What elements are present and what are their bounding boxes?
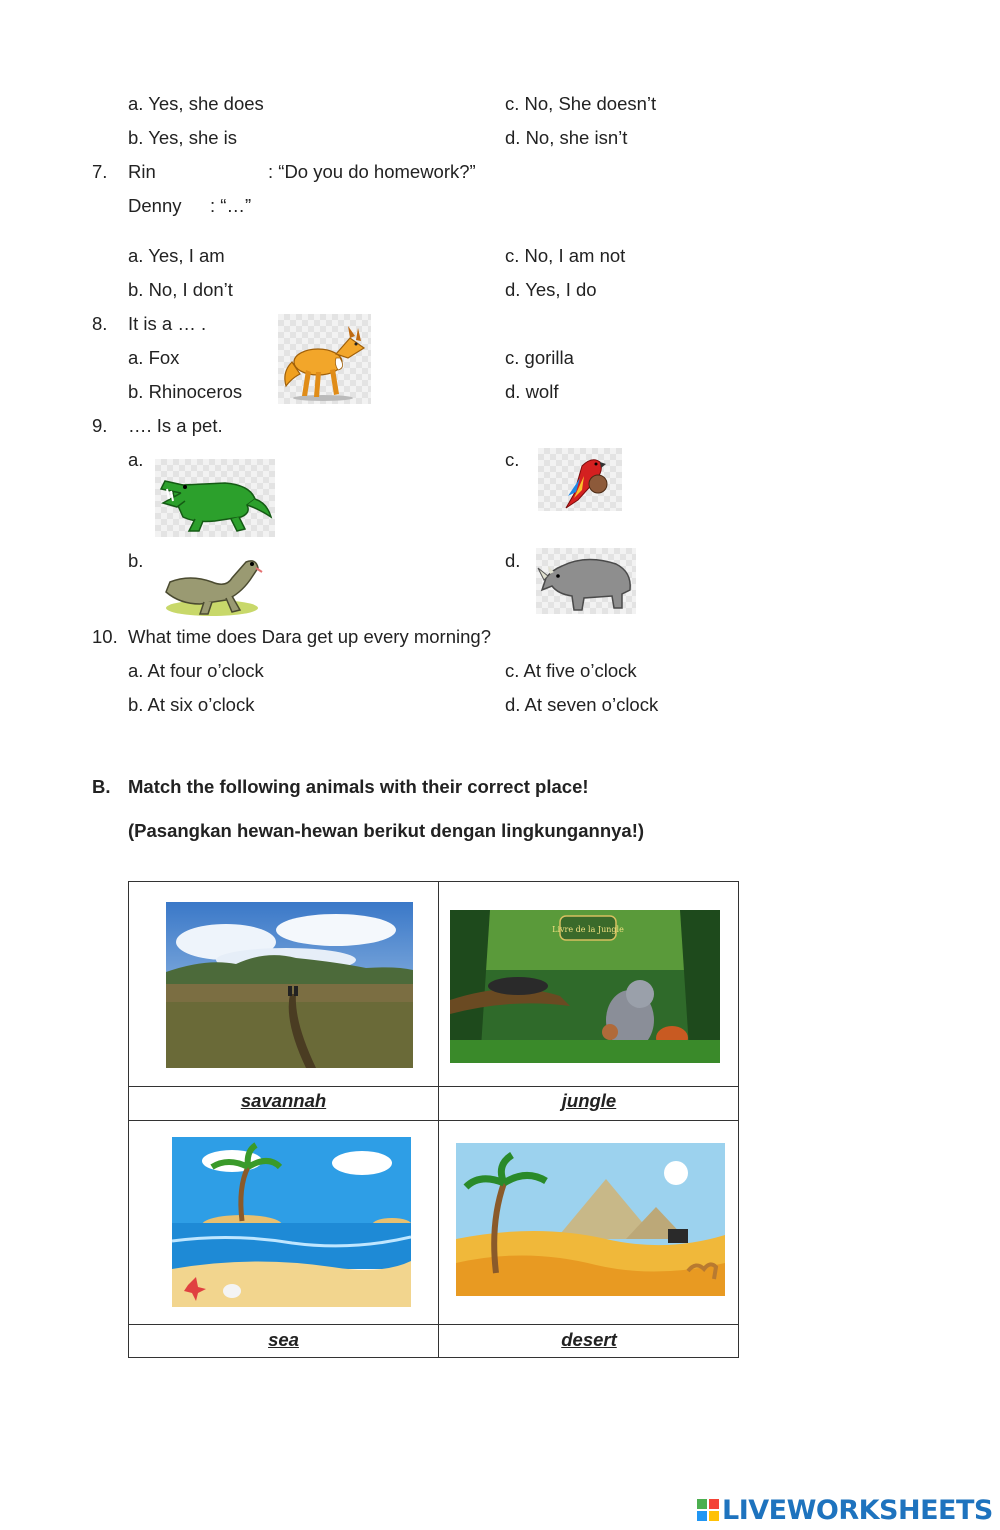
q6-option-c[interactable]: c. No, She doesn’t xyxy=(505,93,657,114)
table-divider xyxy=(129,1120,738,1121)
jungle-poster-title: Livre de la Jungle xyxy=(552,925,624,934)
caption-desert: desert xyxy=(561,1329,617,1350)
q6-option-d[interactable]: d. No, she isn’t xyxy=(505,127,628,148)
q7-line-rin: : “Do you do homework?” xyxy=(268,161,476,182)
rhinoceros-image[interactable] xyxy=(536,548,636,614)
desert-image xyxy=(456,1143,725,1296)
table-divider xyxy=(129,1324,738,1325)
q7-option-b[interactable]: b. No, I don’t xyxy=(128,279,233,300)
q6-option-a[interactable]: a. Yes, she does xyxy=(128,93,264,114)
caption-sea: sea xyxy=(268,1329,299,1350)
parrot-image[interactable] xyxy=(538,448,622,511)
q10-option-c[interactable]: c. At five o’clock xyxy=(505,660,637,681)
section-b-subtitle: (Pasangkan hewan-hewan berikut dengan lingkungannya!) xyxy=(128,820,645,841)
q10-number: 10. xyxy=(92,626,118,647)
caption-jungle: jungle xyxy=(561,1090,617,1111)
liveworksheets-logo[interactable] xyxy=(697,1494,993,1526)
liveworksheets-logo-text: LIVEWORKSHEETS xyxy=(722,1494,993,1526)
q8-number: 8. xyxy=(92,313,108,334)
komodo-image[interactable] xyxy=(160,548,264,618)
q8-option-b[interactable]: b. Rhinoceros xyxy=(128,381,243,402)
q9-option-d[interactable]: d. xyxy=(505,550,521,571)
section-b-letter: B. xyxy=(92,776,111,797)
q8-question: It is a … . xyxy=(128,313,207,334)
q7-number: 7. xyxy=(92,161,108,182)
q7-option-c[interactable]: c. No, I am not xyxy=(505,245,626,266)
savannah-image xyxy=(166,902,413,1068)
caption-savannah: savannah xyxy=(240,1090,327,1111)
fox-image xyxy=(278,314,371,404)
q8-option-a[interactable]: a. Fox xyxy=(128,347,180,368)
q9-question: …. Is a pet. xyxy=(128,415,223,436)
q8-option-c[interactable]: c. gorilla xyxy=(505,347,574,368)
q9-option-b[interactable]: b. xyxy=(128,550,144,571)
q10-option-b[interactable]: b. At six o’clock xyxy=(128,694,255,715)
jungle-image xyxy=(450,910,720,1063)
q7-option-d[interactable]: d. Yes, I do xyxy=(505,279,597,300)
q7-speaker-denny: Denny xyxy=(128,195,182,216)
section-b-title: Match the following animals with their correct place! xyxy=(128,776,589,797)
crocodile-image[interactable] xyxy=(155,459,275,537)
q9-option-c[interactable]: c. xyxy=(505,449,520,470)
q7-line-denny: : “…” xyxy=(210,195,252,216)
q10-option-d[interactable]: d. At seven o’clock xyxy=(505,694,659,715)
q6-option-b[interactable]: b. Yes, she is xyxy=(128,127,238,148)
table-divider xyxy=(129,1086,738,1087)
q8-option-d[interactable]: d. wolf xyxy=(505,381,559,402)
q7-option-a[interactable]: a. Yes, I am xyxy=(128,245,225,266)
places-table xyxy=(128,881,739,1358)
sea-image xyxy=(172,1137,411,1307)
q9-number: 9. xyxy=(92,415,108,436)
liveworksheets-logo-icon xyxy=(697,1499,719,1521)
q7-speaker-rin: Rin xyxy=(128,161,156,182)
q10-option-a[interactable]: a. At four o’clock xyxy=(128,660,264,681)
q9-option-a[interactable]: a. xyxy=(128,449,144,470)
q10-question: What time does Dara get up every morning? xyxy=(128,626,491,647)
